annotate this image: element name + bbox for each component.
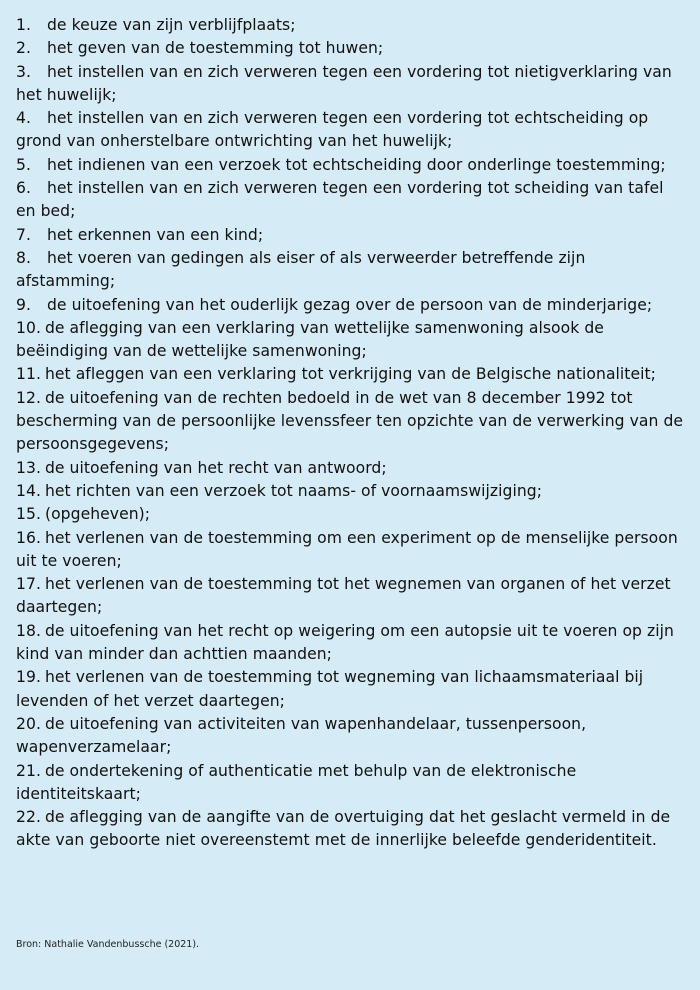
item-text: de ondertekening of authenticatie met behulp van de elektronische identiteitskaart; xyxy=(16,761,577,803)
item-number: 17. xyxy=(16,575,41,594)
list-item xyxy=(16,620,688,667)
item-number: 7. xyxy=(16,225,31,244)
item-number: 4. xyxy=(16,109,31,128)
item-text: het instellen van en zich verweren tegen een vordering tot echtscheiding op grond van onherstelbare ontwrichting van het huwelijk; xyxy=(16,109,649,151)
item-number: 3. xyxy=(16,62,31,81)
list-item xyxy=(16,177,688,224)
list-item xyxy=(16,573,688,620)
list-item xyxy=(16,527,688,574)
item-number: 22. xyxy=(16,808,41,827)
list-item xyxy=(16,760,688,807)
item-number: 6. xyxy=(16,179,31,198)
rights-list xyxy=(16,14,688,853)
list-item xyxy=(16,294,688,317)
item-number: 16. xyxy=(16,528,41,547)
item-number: 1. xyxy=(16,16,31,34)
item-text: het geven van de toestemming tot huwen; xyxy=(46,39,384,58)
item-number: 15. xyxy=(16,505,41,524)
item-number: 18. xyxy=(16,621,41,640)
source-citation: Bron: Nathalie Vandenbussche (2021). xyxy=(16,939,200,950)
item-number: 20. xyxy=(16,714,41,733)
item-number: 8. xyxy=(16,248,31,267)
item-text: de aflegging van een verklaring van wettelijke samenwoning alsook de beëindiging van de wettelijke samenwoning; xyxy=(16,318,604,361)
item-text: de keuze van zijn verblijfplaats; xyxy=(46,16,296,34)
item-text: het erkennen van een kind; xyxy=(46,225,264,244)
item-text: de uitoefening van het ouderlijk gezag over de persoon van de minderjarige; xyxy=(46,295,653,314)
list-item xyxy=(16,806,688,853)
document-body xyxy=(16,14,688,853)
item-number: 10. xyxy=(16,318,41,337)
list-item xyxy=(16,363,688,386)
item-text: de uitoefening van de rechten bedoeld in de wet van 8 december 1992 tot bescherming van de persoonlijke levenssfeer ten opzichte van de verwerking van de persoonsgegevens; xyxy=(16,388,684,454)
list-item xyxy=(16,37,688,60)
item-text: het verlenen van de toestemming om een experiment op de menselijke persoon uit te voeren; xyxy=(16,528,678,570)
list-item xyxy=(16,154,688,177)
item-text: het voeren van gedingen als eiser of als verweerder betreffende zijn afstamming; xyxy=(16,248,586,291)
item-text: de uitoefening van activiteiten van wapenhandelaar, tussenpersoon, wapenverzamelaar; xyxy=(16,714,587,757)
item-number: 19. xyxy=(16,668,41,687)
list-item xyxy=(16,457,688,480)
item-text: de uitoefening van het recht op weigering om een autopsie uit te voeren op zijn kind van minder dan achttien maanden; xyxy=(16,621,674,664)
list-item xyxy=(16,480,688,503)
list-item xyxy=(16,317,688,364)
item-number: 21. xyxy=(16,761,41,780)
list-item xyxy=(16,713,688,760)
item-text: het richten van een verzoek tot naams- of voornaamswijziging; xyxy=(44,481,543,500)
item-number: 14. xyxy=(16,481,41,500)
list-item xyxy=(16,503,688,526)
item-text: de aflegging van de aangifte van de overtuiging dat het geslacht vermeld in de akte van geboorte niet overeenstemt met de innerlijke beleefde genderidentiteit. xyxy=(16,808,671,850)
item-text: het instellen van en zich verweren tegen een vordering tot nietigverklaring van het huwelijk; xyxy=(16,62,672,104)
item-number: 5. xyxy=(16,155,31,174)
item-number: 9. xyxy=(16,295,31,314)
item-text: het instellen van en zich verweren tegen een vordering tot scheiding van tafel en bed; xyxy=(16,179,664,221)
list-item xyxy=(16,61,688,108)
list-item xyxy=(16,387,688,457)
item-text: het indienen van een verzoek tot echtscheiding door onderlinge toestemming; xyxy=(46,155,666,174)
list-item xyxy=(16,14,688,37)
item-text: het afleggen van een verklaring tot verkrijging van de Belgische nationaliteit; xyxy=(44,365,656,384)
item-number: 2. xyxy=(16,39,31,58)
item-number: 12. xyxy=(16,388,41,407)
item-number: 13. xyxy=(16,458,41,477)
item-text: het verlenen van de toestemming tot het wegnemen van organen of het verzet daartegen; xyxy=(16,575,671,617)
list-item xyxy=(16,666,688,713)
item-text: het verlenen van de toestemming tot wegneming van lichaamsmateriaal bij levenden of het verzet daartegen; xyxy=(16,668,644,710)
item-text: (opgeheven); xyxy=(44,505,151,524)
list-item xyxy=(16,247,688,294)
list-item xyxy=(16,224,688,247)
list-item xyxy=(16,107,688,154)
item-text: de uitoefening van het recht van antwoord; xyxy=(44,458,387,477)
item-number: 11. xyxy=(16,365,41,384)
